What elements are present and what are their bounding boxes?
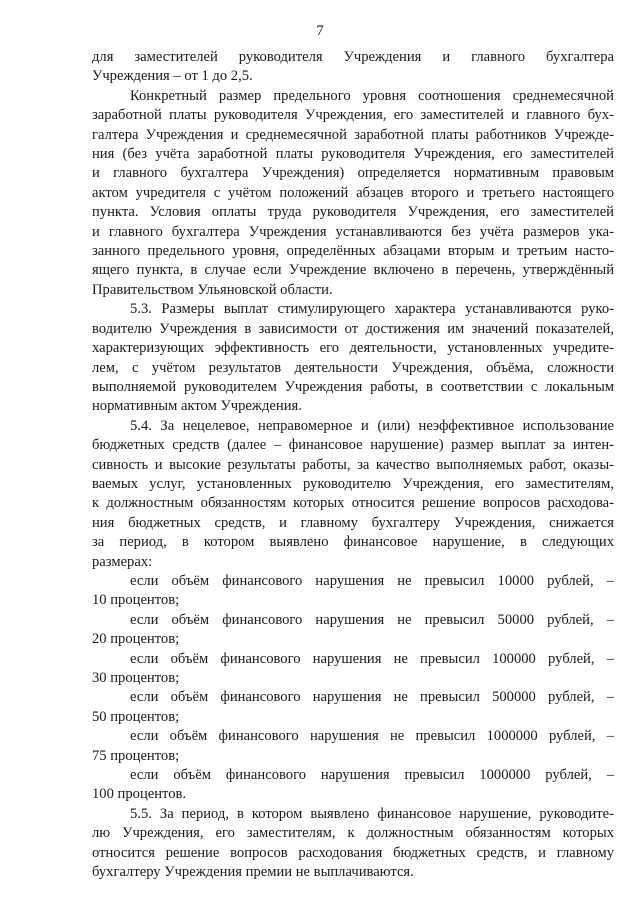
text-line: бухгалтеру Учреждения премии не выплачиваются. [92,864,414,881]
text-line: если объём финансового нарушения не превысил 100000 рублей, – [130,650,614,667]
list-item [92,688,614,727]
text-line: актом учредителя с учётом положений абзацев второго и третьего настоящего [92,184,614,201]
text-line: 10 процентов; [92,592,180,609]
text-line: лем, с учётом результатов деятельности Учреждения, объёма, сложности [92,359,614,376]
paragraph-5-3 [92,300,614,416]
list-item [92,650,614,689]
text-line: и главного бухгалтера Учреждения устанавливаются без учёта размеров ука- [92,223,614,240]
text-line: если объём финансового нарушения превысил 1000000 рублей, – [130,767,614,784]
text-line: если объём финансового нарушения не превысил 1000000 рублей, – [130,728,614,745]
text-line: и главного бухгалтера Учреждения) определяется нормативным правовым [92,165,614,182]
text-line: водителю Учреждения в зависимости от достижения им значений показателей, [92,320,614,337]
text-line: галтера Учреждения и среднемесячной заработной платы работников Учрежде- [92,126,614,143]
text-line: бюджетных средств (далее – финансовое нарушение) размер выплат за интен- [92,437,614,454]
text-line: характеризующих эффективность его деятельности, установленных учредите- [92,340,614,357]
list-item [92,727,614,766]
list-item [92,766,614,805]
text-line: относится решение вопросов расходования бюджетных средств, и главному [92,844,614,861]
text-line: 20 процентов; [92,631,180,648]
text-line: если объём финансового нарушения не превысил 50000 рублей, – [130,611,614,628]
text-line: 5.4. За нецелевое, неправомерное и (или) неэффективное использование [130,417,614,434]
text-line: Конкретный размер предельного уровня соотношения среднемесячной [130,87,614,104]
text-line: для заместителей руководителя Учреждения и главного бухгалтера [92,49,614,65]
text-line: к должностным обязанностям которых относится решение вопросов расходова- [92,495,614,512]
text-line: выполняемой руководителем Учреждения работы, в соответствии с локальным [92,378,614,395]
text-line: 5.5. За период, в котором выявлено финансовое нарушение, руководите- [130,805,614,822]
text-line: пункта. Условия оплаты труда руководителя Учреждения, его заместителей [92,204,614,221]
list-item [92,611,614,650]
document-body [92,48,614,882]
text-line: ния бюджетных средств, и главному бухгалтеру Учреждения, снижается [92,514,614,531]
text-line: ния (без учёта заработной платы руководителя Учреждения, его заместителей [92,146,614,163]
paragraph-5-5 [92,805,614,883]
text-line: ящего пункта, в случае если Учреждение включено в перечень, утверждённый [92,262,614,279]
text-line: за период, в котором выявлено финансовое нарушение, в следующих [92,534,614,551]
text-line: занного предельного уровня, определённых абзацами вторым и третьим насто- [92,243,614,260]
paragraph-salary-ratio [92,87,614,300]
text-line: если объём финансового нарушения не превысил 10000 рублей, – [130,572,614,589]
text-line: заработной платы руководителя Учреждения, его заместителей и главного бух- [92,107,614,124]
text-line: 5.3. Размеры выплат стимулирующего характера устанавливаются руко- [130,301,614,318]
text-line: ваемых услуг, установленных руководителю Учреждения, его заместителям, [92,475,614,492]
list-item [92,572,614,611]
text-line: сивность и высокие результаты работы, за качество выполняемых работ, оказы- [92,456,614,473]
text-line: размерах: [92,553,153,570]
text-line: Учреждения – от 1 до 2,5. [92,68,253,85]
text-line: нормативным актом Учреждения. [92,398,302,415]
page-number: 7 [316,23,324,39]
text-line: Правительством Ульяновской области. [92,281,333,298]
text-line: лю Учреждения, его заместителям, к должностным обязанностям которых [92,825,614,842]
paragraph-5-4 [92,417,614,572]
text-line: 50 процентов; [92,708,180,725]
text-line: 75 процентов; [92,747,180,764]
text-line: если объём финансового нарушения не превысил 500000 рублей, – [130,689,614,706]
paragraph-continuation [92,48,614,87]
text-line: 30 процентов; [92,670,180,686]
text-line: 100 процентов. [92,786,187,803]
